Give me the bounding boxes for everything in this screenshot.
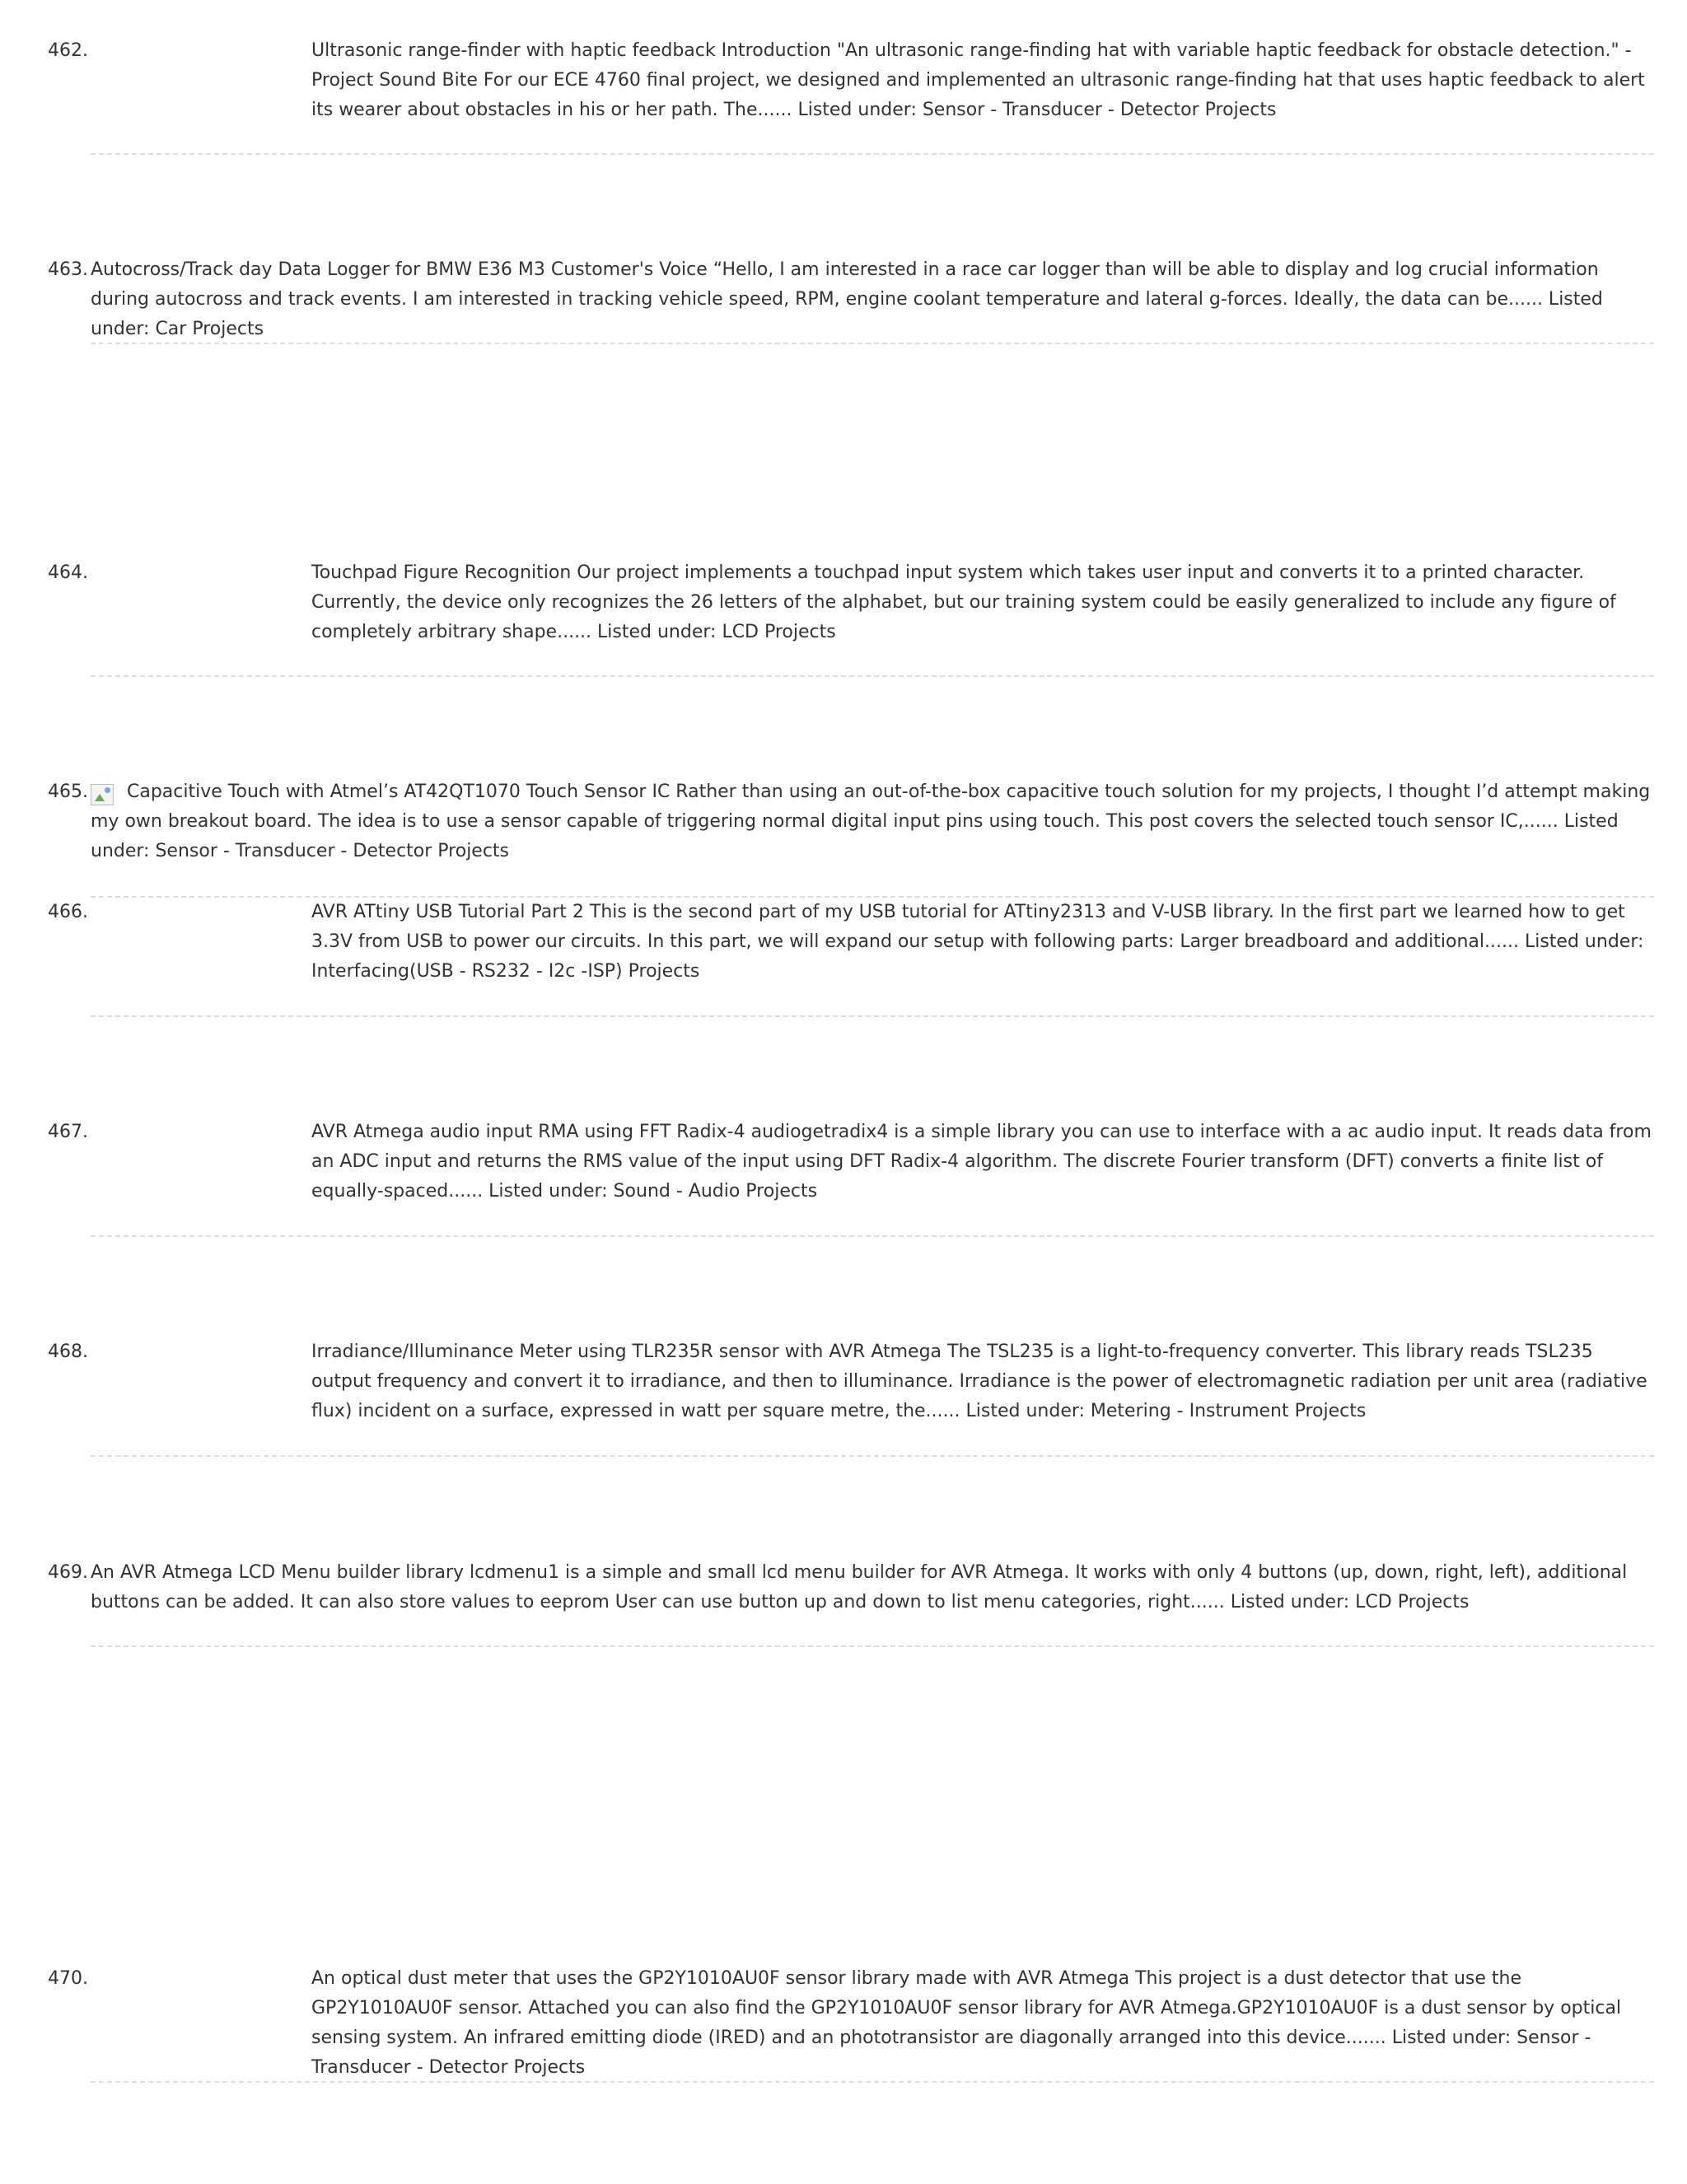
item-divider (91, 1015, 1654, 1017)
item-divider (91, 2081, 1654, 2083)
item-number: 465. (48, 782, 88, 802)
item-number: 466. (48, 902, 88, 922)
item-number: 463. (48, 259, 88, 280)
item-divider (91, 1645, 1654, 1647)
item-number: 467. (48, 1122, 88, 1142)
item-divider (91, 675, 1654, 677)
item-number: 469. (48, 1562, 88, 1583)
item-description[interactable]: AVR Atmega audio input RMA using FFT Radix-4 audiogetradix4 is a simple library you can use to interface with a ac audio input. It reads data from an ADC input and returns the RMS value of the input using DFT Radix-4 algorithm. The discrete Fourier transform (DFT) converts a finite list of equally-spaced...... Listed under: Sound - Audio Projects (311, 1122, 1652, 1202)
item-description[interactable]: An AVR Atmega LCD Menu builder library lcdmenu1 is a simple and small lcd menu builder for AVR Atmega. It works with only 4 buttons (up, down, right, left), additional buttons can be added. It can also store values to eeprom User can use button up and down to list menu categories, right...... Listed under: LCD Projects (91, 1562, 1628, 1612)
item-description[interactable]: Touchpad Figure Recognition Our project implements a touchpad input system which takes user input and converts it to a printed character. Currently, the device only recognizes the 26 letters of the alphabet, but our training system could be easily generalized to include any figure of completely arbitrary shape...... Listed under: LCD Projects (311, 562, 1616, 642)
item-description[interactable]: Irradiance/Illuminance Meter using TLR235R sensor with AVR Atmega The TSL235 is a light-to-frequency converter. This library reads TSL235 output frequency and convert it to irradiance, and then to illuminance. Irradiance is the power of electromagnetic radiation per unit area (radiative flux) incident on a surface, expressed in watt per square metre, the...... Listed under: Metering - Instrument Projects (311, 1342, 1647, 1421)
item-divider (91, 1455, 1654, 1457)
item-number: 462. (48, 40, 88, 61)
item-number: 470. (48, 1968, 88, 1989)
item-description[interactable]: An optical dust meter that uses the GP2Y1010AU0F sensor library made with AVR Atmega This project is a dust detector that use the GP2Y1010AU0F sensor. Attached you can also find the GP2Y1010AU0F sensor library for AVR Atmega.GP2Y1010AU0F is a dust sensor by optical sensing system. An infrared emitting diode (IRED) and an phototransistor are diagonally arranged into this device....... Listed under: Sensor - Transducer - Detector Projects (311, 1968, 1622, 2078)
item-divider (91, 1235, 1654, 1237)
item-description[interactable]: AVR ATtiny USB Tutorial Part 2 This is the second part of my USB tutorial for ATtiny2313 and V-USB library. In the first part we learned how to get 3.3V from USB to power our circuits. In this part, we will expand our setup with following parts: Larger breadboard and additional...... Listed under: Interfacing(USB - RS232 - I2c -ISP) Projects (311, 902, 1644, 982)
item-description[interactable]: Capacitive Touch with Atmel’s AT42QT1070 Touch Sensor IC Rather than using an out-of-the-box capacitive touch solution for my projects, I thought I’d attempt making my own breakout board. The idea is to use a sensor capable of triggering normal digital input pins using touch. This post covers the selected touch sensor IC,...... Listed under: Sensor - Transducer - Detector Projects (91, 782, 1651, 861)
item-number: 468. (48, 1342, 88, 1362)
item-description[interactable]: Autocross/Track day Data Logger for BMW E36 M3 Customer's Voice “Hello, I am interested in a race car logger than will be able to display and log crucial information during autocross and track events. I am interested in tracking vehicle speed, RPM, engine coolant temperature and lateral g-forces. Ideally, the data can be...... Listed under: Car Projects (91, 259, 1603, 339)
item-number: 464. (48, 562, 88, 583)
item-description[interactable]: Ultrasonic range-finder with haptic feedback Introduction "An ultrasonic range-finding hat with variable haptic feedback for obstacle detection." -Project Sound Bite For our ECE 4760 final project, we designed and implemented an ultrasonic range-finding hat that uses haptic feedback to alert its wearer about obstacles in his or her path. The...... Listed under: Sensor - Transducer - Detector Projects (311, 40, 1645, 120)
item-divider (91, 343, 1654, 344)
item-divider (91, 153, 1654, 155)
